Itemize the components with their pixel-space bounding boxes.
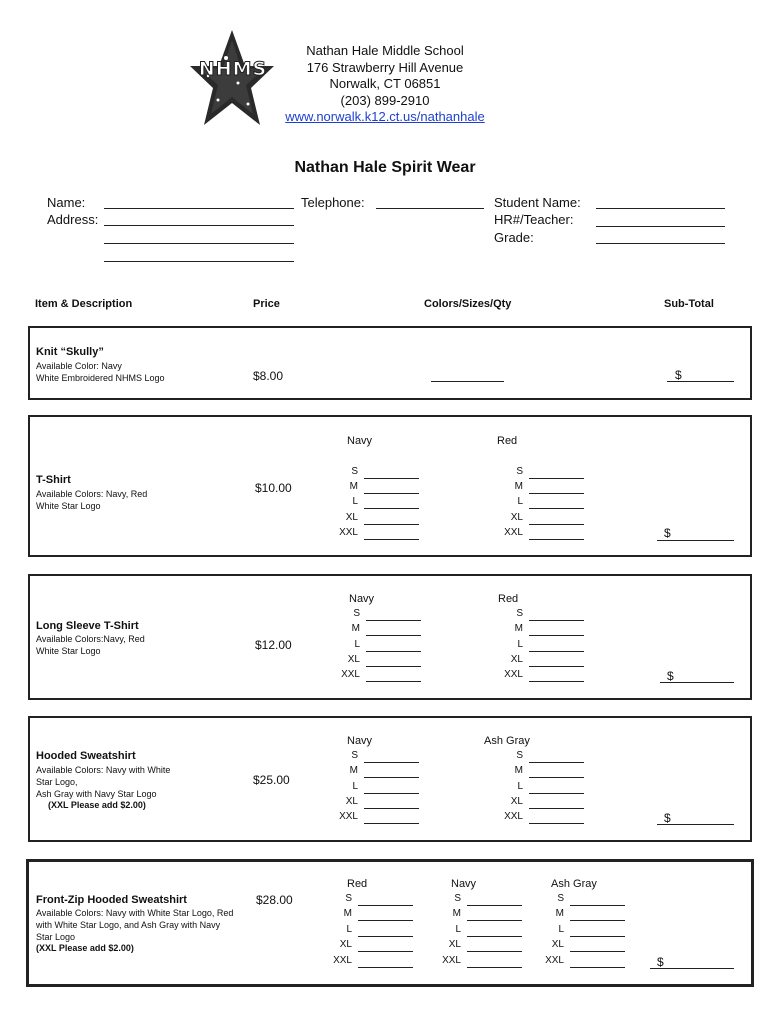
subtotal-field[interactable] <box>650 968 734 969</box>
qty-input[interactable] <box>467 905 522 906</box>
qty-input[interactable] <box>358 920 413 921</box>
size-label: M <box>555 908 564 920</box>
size-label: XL <box>347 653 360 665</box>
qty-input[interactable] <box>364 762 419 763</box>
qty-input[interactable] <box>358 967 413 968</box>
qty-input[interactable] <box>366 666 421 667</box>
item-description: Available Colors:Navy, Red White Star Logo <box>36 634 145 656</box>
color-header: Navy <box>347 435 373 447</box>
size-label: S <box>351 750 358 761</box>
qty-input[interactable] <box>364 493 419 494</box>
size-label: M <box>452 908 461 920</box>
size-label: L <box>352 496 358 508</box>
item-price: $8.00 <box>253 369 284 383</box>
qty-input[interactable] <box>467 920 522 921</box>
size-label: XL <box>339 939 352 951</box>
qty-input[interactable] <box>570 951 625 952</box>
size-label: XXL <box>504 811 523 823</box>
qty-input[interactable] <box>529 478 584 479</box>
hr-teacher-label: HR#/Teacher: <box>494 212 574 227</box>
color-header: Navy <box>347 735 373 747</box>
subtotal-field[interactable] <box>657 824 734 825</box>
subtotal-field[interactable] <box>657 540 734 541</box>
color-header: Red <box>497 435 518 447</box>
school-city: Norwalk, CT 06851 <box>329 76 441 91</box>
col-colors-header: Colors/Sizes/Qty <box>424 298 512 310</box>
color-header: Red <box>498 593 519 605</box>
size-label: XL <box>551 939 564 951</box>
size-label: S <box>353 608 360 619</box>
size-label: S <box>454 893 461 904</box>
qty-input[interactable] <box>364 478 419 479</box>
size-label: XXL <box>333 954 352 966</box>
qty-input[interactable] <box>364 777 419 778</box>
qty-input[interactable] <box>467 936 522 937</box>
qty-input[interactable] <box>364 808 419 809</box>
address-field-1[interactable] <box>104 225 294 226</box>
item-price: $10.00 <box>255 481 292 495</box>
item-note: (XXL Please add $2.00) <box>48 800 146 810</box>
qty-input[interactable] <box>364 524 419 525</box>
size-label: L <box>517 638 523 650</box>
item-price: $28.00 <box>256 893 293 907</box>
size-label: S <box>516 750 523 761</box>
qty-input[interactable] <box>358 951 413 952</box>
subtotal-currency: $ <box>675 368 682 382</box>
size-label: XXL <box>442 954 461 966</box>
qty-input[interactable] <box>570 905 625 906</box>
hr-teacher-field[interactable] <box>596 226 725 227</box>
item-description: Available Colors: Navy, Red White Star Logo <box>36 489 148 511</box>
size-label: M <box>351 623 360 635</box>
size-label: M <box>349 481 358 493</box>
size-label: L <box>558 923 564 935</box>
size-label: S <box>516 466 523 477</box>
qty-input[interactable] <box>529 508 584 509</box>
qty-input[interactable] <box>529 793 584 794</box>
subtotal-currency: $ <box>664 811 671 825</box>
subtotal-currency: $ <box>657 955 664 969</box>
school-website-link[interactable]: www.norwalk.k12.ct.us/nathanhale <box>285 109 485 124</box>
item-note: (XXL Please add $2.00) <box>36 943 134 953</box>
item-name: Front-Zip Hooded Sweatshirt <box>36 894 187 906</box>
qty-input[interactable] <box>358 936 413 937</box>
subtotal-currency: $ <box>667 669 674 683</box>
qty-input[interactable] <box>366 635 421 636</box>
col-subtotal-header: Sub-Total <box>664 298 714 310</box>
qty-input[interactable] <box>366 651 421 652</box>
size-label: XL <box>345 511 358 523</box>
item-row-tshirt <box>28 415 752 557</box>
name-field[interactable] <box>104 208 294 209</box>
telephone-label: Telephone: <box>301 195 365 210</box>
qty-input[interactable] <box>529 777 584 778</box>
qty-input[interactable] <box>529 651 584 652</box>
size-label: M <box>514 623 523 635</box>
qty-input[interactable] <box>364 793 419 794</box>
size-label: S <box>557 893 564 904</box>
qty-input[interactable] <box>529 524 584 525</box>
color-header: Navy <box>349 593 375 605</box>
size-label: XXL <box>504 669 523 681</box>
qty-input[interactable] <box>529 635 584 636</box>
size-label: XL <box>448 939 461 951</box>
page-title: Nathan Hale Spirit Wear <box>294 159 476 176</box>
color-header: Navy <box>451 878 477 890</box>
item-name: Hooded Sweatshirt <box>36 750 136 762</box>
col-item-header: Item & Description <box>35 298 133 310</box>
size-label: M <box>343 908 352 920</box>
size-label: XL <box>510 795 523 807</box>
color-header: Ash Gray <box>484 735 530 747</box>
school-name: Nathan Hale Middle School <box>306 43 464 58</box>
skully-qty-field[interactable] <box>431 381 504 382</box>
logo-text: NHMS <box>198 58 268 80</box>
subtotal-field[interactable] <box>660 682 734 683</box>
item-description: Available Colors: Navy with White Star Logo, Red with White Star Logo, and Ash Gray with Navy Star Logo <box>36 908 234 942</box>
address-field-3[interactable] <box>104 261 294 262</box>
item-price: $12.00 <box>255 638 292 652</box>
item-name: Knit “Skully” <box>36 346 104 358</box>
size-label: XXL <box>341 669 360 681</box>
size-label: L <box>354 638 360 650</box>
item-name: T-Shirt <box>36 474 71 486</box>
size-label: XXL <box>339 811 358 823</box>
qty-input[interactable] <box>364 539 419 540</box>
telephone-field[interactable] <box>376 208 484 209</box>
qty-input[interactable] <box>364 508 419 509</box>
size-label: XL <box>345 795 358 807</box>
qty-input[interactable] <box>529 493 584 494</box>
item-description: Available Color: Navy White Embroidered NHMS Logo <box>36 361 165 383</box>
student-name-label: Student Name: <box>494 195 581 210</box>
qty-input[interactable] <box>529 808 584 809</box>
address-label: Address: <box>47 212 99 227</box>
size-label: S <box>351 466 358 477</box>
size-label: L <box>352 780 358 792</box>
qty-input[interactable] <box>529 666 584 667</box>
col-price-header: Price <box>253 298 280 310</box>
qty-input[interactable] <box>366 620 421 621</box>
grade-field[interactable] <box>596 243 725 244</box>
size-label: XXL <box>545 954 564 966</box>
qty-input[interactable] <box>570 936 625 937</box>
qty-input[interactable] <box>529 681 584 682</box>
qty-input[interactable] <box>358 905 413 906</box>
size-label: M <box>349 765 358 777</box>
student-name-field[interactable] <box>596 208 725 209</box>
qty-input[interactable] <box>366 681 421 682</box>
qty-input[interactable] <box>364 823 419 824</box>
qty-input[interactable] <box>570 967 625 968</box>
subtotal-currency: $ <box>664 526 671 540</box>
size-label: S <box>516 608 523 619</box>
address-field-2[interactable] <box>104 243 294 244</box>
size-label: L <box>517 496 523 508</box>
size-label: M <box>514 481 523 493</box>
grade-label: Grade: <box>494 230 534 245</box>
size-label: XL <box>510 653 523 665</box>
color-header: Ash Gray <box>551 878 597 890</box>
qty-input[interactable] <box>529 539 584 540</box>
size-label: L <box>455 923 461 935</box>
size-label: S <box>345 893 352 904</box>
qty-input[interactable] <box>529 823 584 824</box>
qty-input[interactable] <box>467 951 522 952</box>
qty-input[interactable] <box>570 920 625 921</box>
size-label: L <box>346 923 352 935</box>
color-header: Red <box>347 878 368 890</box>
school-phone: (203) 899-2910 <box>340 92 430 108</box>
qty-input[interactable] <box>529 620 584 621</box>
size-label: XXL <box>339 526 358 538</box>
qty-input[interactable] <box>529 762 584 763</box>
item-name: Long Sleeve T-Shirt <box>36 620 139 632</box>
school-street: 176 Strawberry Hill Avenue <box>306 59 464 75</box>
subtotal-field[interactable] <box>667 381 734 382</box>
size-label: XL <box>510 511 523 523</box>
size-label: M <box>514 765 523 777</box>
size-label: XXL <box>504 526 523 538</box>
size-label: L <box>517 780 523 792</box>
item-description: Available Colors: Navy with White Star Logo, Ash Gray with Navy Star Logo <box>36 765 171 799</box>
item-price: $25.00 <box>253 773 290 787</box>
name-label: Name: <box>47 195 86 210</box>
qty-input[interactable] <box>467 967 522 968</box>
